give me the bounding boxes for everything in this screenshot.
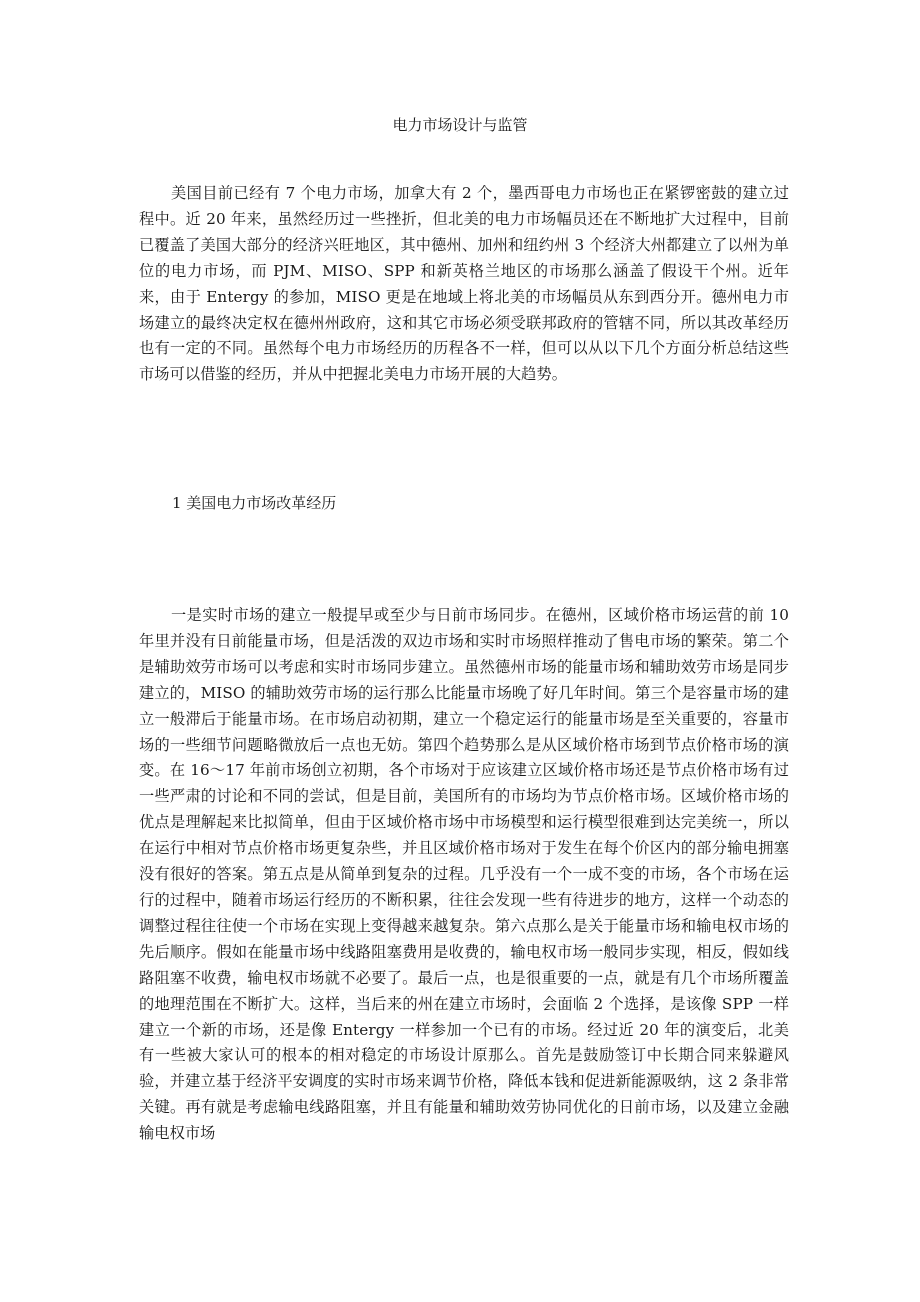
paragraph-body: 一是实时市场的建立一般提早或至少与日前市场同步。在德州，区域价格市场运营的前 10 年里并没有日前能量市场，但是活泼的双边市场和实时市场照样推动了售电市场的繁荣。第二个是辅助效劳市场可以考虑和实时市场同步建立。虽然德州市场的能量市场和辅助效劳市场是同步建立的，MISO 的辅助效劳市场的运行那么比能量市场晚了好几年时间。第三个是容量市场的建立一般滞后于能量市场。在市场启动初期，建立一个稳定运行的能量市场是至关重要的，容量市场的一些细节问题略微放后一点也无妨。第四个趋势那么是从区域价格市场到节点价格市场的演变。在 16～17 年前市场创立初期，各个市场对于应该建立区域价格市场还是节点价格市场有过一些严肃的讨论和不同的尝试，但是目前，美国所有的市场均为节点价格市场。区域价格市场的优点是理解起来比拟简单，但由于区域价格市场中市场模型和运行模型很难到达完美统一，所以在运行中相对节点价格市场更复杂些，并且区域价格市场对于发生在每个价区内的部分输电拥塞没有很好的答案。第五点是从简单到复杂的过程。几乎没有一个一成不变的市场，各个市场在运行的过程中，随着市场运行经历的不断积累，往往会发现一些有待进步的地方，这样一个动态的调整过程往往使一个市场在实现上变得越来越复杂。第六点那么是关于能量市场和输电权市场的先后顺序。假如在能量市场中线路阻塞费用是收费的，输电权市场一般同步实现，相反，假如线路阻塞不收费，输电权市场就不必要了。最后一点，也是很重要的一点，就是有几个市场所覆盖的地理范围在不断扩大。这样，当后来的州在建立市场时，会面临 2 个选择，是该像 SPP 一样建立一个新的市场，还是像 Entergy 一样参加一个已有的市场。经过近 20 年的演变后，北美有一些被大家认可的根本的相对稳定的市场设计原那么。首先是鼓励签订中长期合同来躲避风验，并建立基于经济平安调度的实时市场来调节价格，降低本钱和促进新能源吸纳，这 2 条非常关键。再有就是考虑输电线路阻塞，并且有能量和辅助效劳协同优化的日前市场，以及建立金融输电权市场 — [139, 606, 789, 1143]
document-title: 电力市场设计与监管 — [392, 116, 528, 134]
section-heading: 1 美国电力市场改革经历 — [172, 494, 337, 512]
paragraph-intro: 美国目前已经有 7 个电力市场，加拿大有 2 个，墨西哥电力市场也正在紧锣密鼓的建立过程中。近 20 年来，虽然经历过一些挫折，但北美的电力市场幅员还在不断地扩大过程中，目前已覆盖了美国大部分的经济兴旺地区，其中德州、加州和纽约州 3 个经济大州都建立了以州为单位的电力市场，而 PJM、MISO、SPP 和新英格兰地区的市场那么涵盖了假设干个州。近年来，由于 Entergy 的参加，MISO 更是在地域上将北美的市场幅员从东到西分开。德州电力市场建立的最终决定权在德州州政府，这和其它市场必须受联邦政府的管辖不同，所以其改革经历也有一定的不同。虽然每个电力市场经历的历程各不一样，但可以从以下几个方面分析总结这些市场可以借鉴的经历，并从中把握北美电力市场开展的大趋势。 — [139, 184, 789, 384]
